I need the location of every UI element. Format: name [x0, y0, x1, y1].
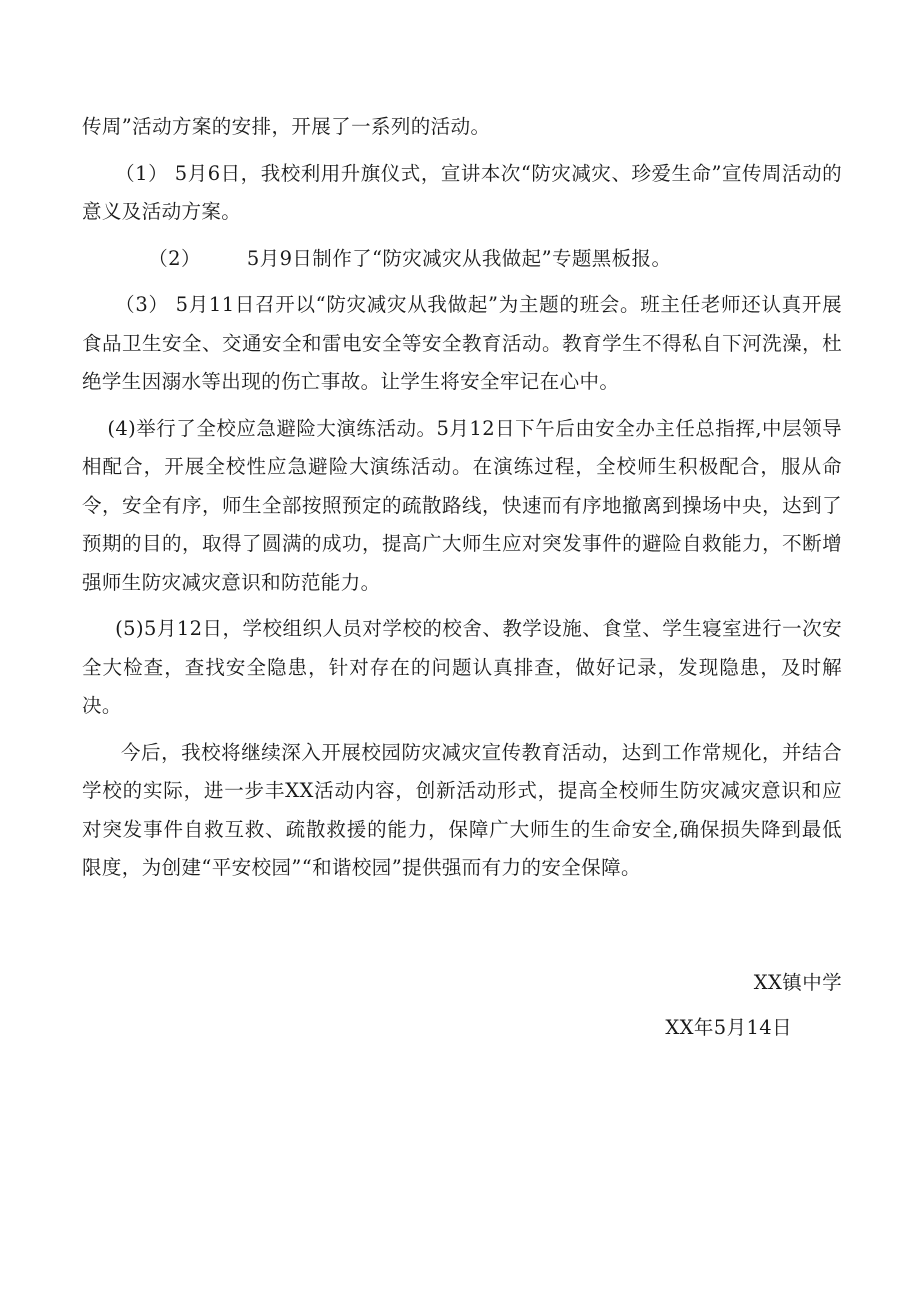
paragraph-continuation: 传周”活动方案的安排，开展了一系列的活动。 [82, 115, 491, 138]
item-2-number: （2） [148, 246, 201, 270]
signature-organization: XX镇中学 [753, 971, 842, 994]
paragraph-item-3: （3） 5月11日召开以“防灾减灾从我做起”为主题的班会。班主任老师还认真开展食品卫生安全、交通安全和雷电安全等安全教育活动。教育学生不得私自下河洗澡，杜绝学生因溺水等出现的伤亡事故。让学生将安全牢记在心中。 [82, 293, 842, 393]
signature-date: XX年5月14日 [665, 1016, 792, 1039]
item-2-text: 5月9日制作了“防灾减灾从我做起”专题黑板报。 [246, 246, 672, 270]
document-body [82, 108, 842, 888]
paragraph-item-5: (5)5月12日，学校组织人员对学校的校舍、教学设施、食堂、学生寝室进行一次安全大检查，查找安全隐患，针对存在的问题认真排查，做好记录，发现隐患，及时解决。 [82, 617, 842, 717]
paragraph-conclusion: 今后，我校将继续深入开展校园防灾减灾宣传教育活动，达到工作常规化，并结合学校的实际，进一步丰XX活动内容，创新活动形式，提高全校师生防灾减灾意识和应对突发事件自救互救、疏散救援的能力，保障广大师生的生命安全,确保损失降到最低限度，为创建“平安校园”“和谐校园”提供强而有力的安全保障。 [82, 740, 842, 879]
paragraph-item-1: （1） 5月6日，我校利用升旗仪式，宣讲本次“防灾减灾、珍爱生命”宣传周活动的意义及活动方案。 [82, 161, 842, 223]
paragraph-item-2 [82, 240, 842, 279]
paragraph-item-4: (4)举行了全校应急避险大演练活动。5月12日下午后由安全办主任总指挥,中层领导相配合，开展全校性应急避险大演练活动。在演练过程，全校师生积极配合，服从命令，安全有序，师生全部按照预定的疏散路线，快速而有序地撤离到操场中央，达到了预期的目的，取得了圆满的成功，提高广大师生应对突发事件的避险自救能力，不断增强师生防灾减灾意识和防范能力。 [82, 416, 842, 594]
